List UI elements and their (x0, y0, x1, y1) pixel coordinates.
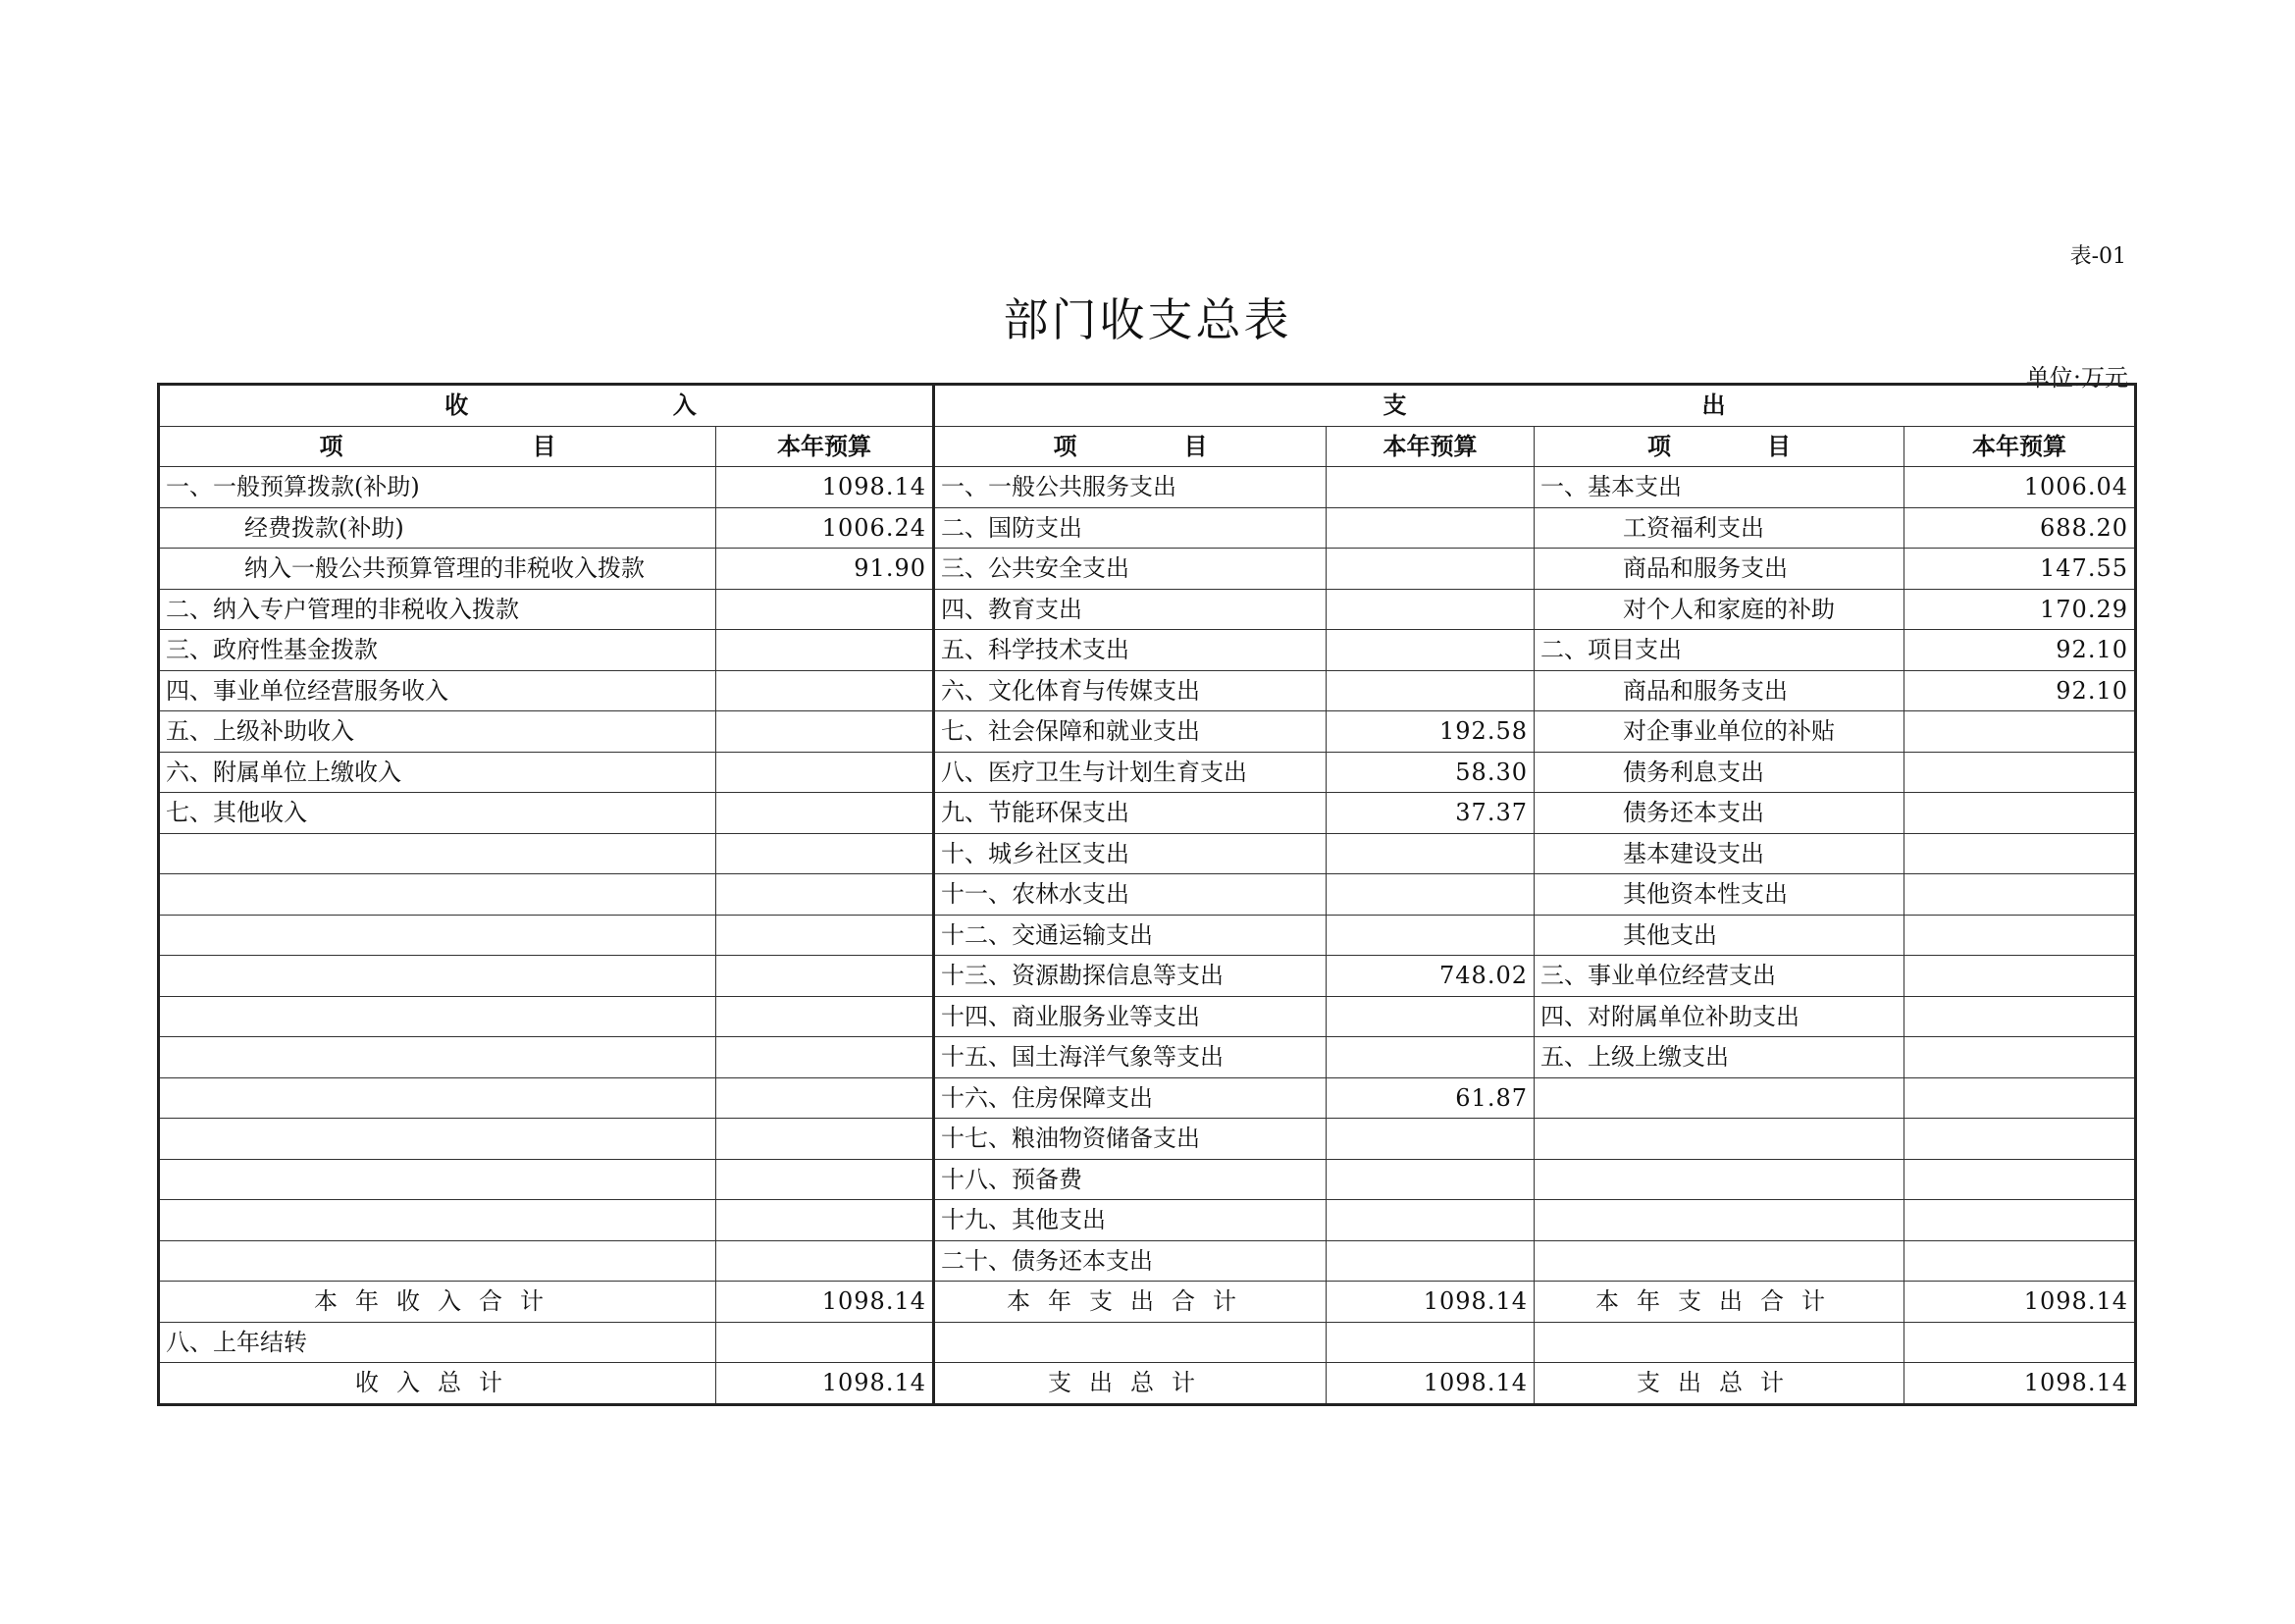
func-item-value (1327, 549, 1535, 590)
item-char-2: 目 (1767, 431, 1791, 460)
econ-item-label: 三、事业单位经营支出 (1535, 956, 1904, 997)
func-item-value (1327, 1119, 1535, 1160)
income-item-value (716, 1077, 934, 1119)
func-item-label: 二十、债务还本支出 (934, 1240, 1327, 1282)
table-row (159, 793, 2136, 834)
econ-item-label: 四、对附属单位补助支出 (1535, 996, 1904, 1037)
func-item-label: 十二、交通运输支出 (934, 915, 1327, 956)
func-item-value (1327, 1200, 1535, 1241)
income-grand-total-value: 1098.14 (716, 1363, 934, 1405)
func-item-value (1327, 915, 1535, 956)
income-item-value: 1098.14 (716, 467, 934, 508)
income-item-label (159, 915, 716, 956)
table-row (159, 589, 2136, 630)
income-item-label: 四、事业单位经营服务收入 (159, 670, 716, 711)
econ-item-value: 92.10 (1904, 670, 2136, 711)
func-item-label: 十九、其他支出 (934, 1200, 1327, 1241)
income-item-value (716, 833, 934, 874)
econ-item-label (1535, 1159, 1904, 1200)
income-year-total-label: 本年收入合计 (159, 1282, 716, 1323)
econ-item-label: 其他支出 (1535, 915, 1904, 956)
table-row (159, 752, 2136, 793)
econ-item-label: 对企事业单位的补贴 (1535, 711, 1904, 753)
func-item-label: 七、社会保障和就业支出 (934, 711, 1327, 753)
econ-item-value: 92.10 (1904, 630, 2136, 671)
econ-grand-total-label: 支出总计 (1535, 1363, 1904, 1405)
table-row (159, 670, 2136, 711)
func-item-value: 748.02 (1327, 956, 1535, 997)
expense-group-header (934, 385, 2136, 427)
carryover-value (716, 1322, 934, 1363)
table-row (159, 833, 2136, 874)
econ-year-total-value: 1098.14 (1904, 1282, 2136, 1323)
func-grand-total-value: 1098.14 (1327, 1363, 1535, 1405)
income-item-value (716, 670, 934, 711)
table-code: 表-01 (2069, 244, 2126, 269)
func-item-label: 五、科学技术支出 (934, 630, 1327, 671)
econ-item-label: 二、项目支出 (1535, 630, 1904, 671)
func-item-label: 六、文化体育与传媒支出 (934, 670, 1327, 711)
func-item-label: 九、节能环保支出 (934, 793, 1327, 834)
income-item-label: 二、纳入专户管理的非税收入拨款 (159, 589, 716, 630)
econ-item-label: 一、基本支出 (1535, 467, 1904, 508)
table-row (159, 956, 2136, 997)
func-grand-total-label: 支出总计 (934, 1363, 1327, 1405)
econ-item-value: 170.29 (1904, 589, 2136, 630)
income-group-char-2: 入 (672, 391, 697, 420)
table-row (159, 1119, 2136, 1160)
income-item-label (159, 1037, 716, 1078)
income-item-value (716, 630, 934, 671)
income-item-label (159, 1119, 716, 1160)
item-char-2: 目 (1183, 431, 1208, 460)
income-item-label (159, 1200, 716, 1241)
econ-item-label (1535, 1077, 1904, 1119)
econ-item-value: 1006.04 (1904, 467, 2136, 508)
econ-item-value (1904, 1037, 2136, 1078)
func-item-value (1327, 996, 1535, 1037)
empty-cell (1904, 1322, 2136, 1363)
table-row (159, 1159, 2136, 1200)
func-item-value (1327, 874, 1535, 916)
table-row (159, 1200, 2136, 1241)
func-item-label: 十四、商业服务业等支出 (934, 996, 1327, 1037)
income-item-label: 五、上级补助收入 (159, 711, 716, 753)
func-item-value (1327, 1159, 1535, 1200)
func-item-value: 192.58 (1327, 711, 1535, 753)
func-item-value (1327, 1240, 1535, 1282)
income-item-value (716, 1119, 934, 1160)
func-item-label: 十七、粮油物资储备支出 (934, 1119, 1327, 1160)
table-row (159, 630, 2136, 671)
econ-item-label: 债务还本支出 (1535, 793, 1904, 834)
econ-item-label: 商品和服务支出 (1535, 670, 1904, 711)
func-item-value (1327, 670, 1535, 711)
income-item-label: 一、一般预算拨款(补助) (159, 467, 716, 508)
income-item-label: 三、政府性基金拨款 (159, 630, 716, 671)
func-item-header (934, 426, 1327, 467)
income-item-label: 经费拨款(补助) (159, 507, 716, 549)
econ-item-value (1904, 996, 2136, 1037)
econ-item-label (1535, 1200, 1904, 1241)
econ-item-value: 688.20 (1904, 507, 2136, 549)
income-item-label: 六、附属单位上缴收入 (159, 752, 716, 793)
table-row (159, 1037, 2136, 1078)
econ-item-value (1904, 711, 2136, 753)
income-item-value (716, 956, 934, 997)
func-item-label: 二、国防支出 (934, 507, 1327, 549)
income-item-label (159, 1240, 716, 1282)
income-year-total-value: 1098.14 (716, 1282, 934, 1323)
econ-item-label (1535, 1240, 1904, 1282)
income-item-value (716, 711, 934, 753)
econ-item-value (1904, 752, 2136, 793)
econ-item-value (1904, 793, 2136, 834)
income-grand-total-label: 收入总计 (159, 1363, 716, 1405)
income-group-header (159, 385, 934, 427)
func-item-label: 八、医疗卫生与计划生育支出 (934, 752, 1327, 793)
income-item-value (716, 1159, 934, 1200)
table-row (159, 507, 2136, 549)
func-item-value (1327, 589, 1535, 630)
func-item-label: 十、城乡社区支出 (934, 833, 1327, 874)
func-item-value (1327, 630, 1535, 671)
func-item-label: 十五、国土海洋气象等支出 (934, 1037, 1327, 1078)
income-item-value: 91.90 (716, 549, 934, 590)
func-item-label: 十八、预备费 (934, 1159, 1327, 1200)
econ-item-label: 五、上级上缴支出 (1535, 1037, 1904, 1078)
income-item-value (716, 1037, 934, 1078)
empty-cell (1327, 1322, 1535, 1363)
econ-item-value (1904, 1077, 2136, 1119)
func-item-value (1327, 467, 1535, 508)
func-item-label: 三、公共安全支出 (934, 549, 1327, 590)
income-item-label (159, 833, 716, 874)
econ-item-label: 其他资本性支出 (1535, 874, 1904, 916)
income-item-value (716, 1240, 934, 1282)
empty-cell (1535, 1322, 1904, 1363)
econ-item-value (1904, 915, 2136, 956)
expense-group-char-1: 支 (1382, 391, 1407, 420)
table-body (159, 467, 2136, 1282)
income-item-value (716, 589, 934, 630)
table-row (159, 996, 2136, 1037)
econ-item-label: 对个人和家庭的补助 (1535, 589, 1904, 630)
func-item-value (1327, 507, 1535, 549)
budget-summary-table (157, 383, 2137, 1406)
econ-item-value (1904, 1240, 2136, 1282)
expense-group-char-2: 出 (1701, 391, 1726, 420)
func-item-value: 58.30 (1327, 752, 1535, 793)
income-item-label: 七、其他收入 (159, 793, 716, 834)
func-year-total-label: 本年支出合计 (934, 1282, 1327, 1323)
table-row (159, 549, 2136, 590)
econ-item-label: 债务利息支出 (1535, 752, 1904, 793)
table-row (159, 1240, 2136, 1282)
income-item-label (159, 1077, 716, 1119)
income-item-value (716, 752, 934, 793)
func-item-label: 一、一般公共服务支出 (934, 467, 1327, 508)
func-item-value (1327, 833, 1535, 874)
func-item-label: 四、教育支出 (934, 589, 1327, 630)
carryover-label: 八、上年结转 (159, 1322, 716, 1363)
func-item-value: 61.87 (1327, 1077, 1535, 1119)
table-row (159, 1077, 2136, 1119)
func-budget-header: 本年预算 (1327, 426, 1535, 467)
econ-item-value (1904, 956, 2136, 997)
item-char-2: 目 (532, 431, 556, 460)
econ-year-total-label: 本年支出合计 (1535, 1282, 1904, 1323)
income-item-label (159, 956, 716, 997)
func-item-label: 十六、住房保障支出 (934, 1077, 1327, 1119)
econ-item-label: 基本建设支出 (1535, 833, 1904, 874)
income-item-header (159, 426, 716, 467)
econ-grand-total-value: 1098.14 (1904, 1363, 2136, 1405)
table-row (159, 467, 2136, 508)
econ-item-header (1535, 426, 1904, 467)
func-item-value: 37.37 (1327, 793, 1535, 834)
item-char-1: 项 (319, 431, 343, 460)
income-item-value (716, 1200, 934, 1241)
income-item-label (159, 996, 716, 1037)
econ-item-label: 商品和服务支出 (1535, 549, 1904, 590)
econ-item-value (1904, 833, 2136, 874)
table-row (159, 711, 2136, 753)
income-budget-header: 本年预算 (716, 426, 934, 467)
income-item-label (159, 874, 716, 916)
econ-item-value (1904, 1119, 2136, 1160)
income-item-label: 纳入一般公共预算管理的非税收入拨款 (159, 549, 716, 590)
func-year-total-value: 1098.14 (1327, 1282, 1535, 1323)
func-item-label: 十一、农林水支出 (934, 874, 1327, 916)
income-item-value (716, 793, 934, 834)
econ-item-value (1904, 1159, 2136, 1200)
econ-item-value: 147.55 (1904, 549, 2136, 590)
income-item-value (716, 874, 934, 916)
income-item-label (159, 1159, 716, 1200)
econ-item-label (1535, 1119, 1904, 1160)
page-title: 部门收支总表 (1003, 293, 1292, 346)
func-item-value (1327, 1037, 1535, 1078)
econ-item-label: 工资福利支出 (1535, 507, 1904, 549)
empty-cell (934, 1322, 1327, 1363)
func-item-label: 十三、资源勘探信息等支出 (934, 956, 1327, 997)
econ-item-value (1904, 874, 2136, 916)
income-group-char-1: 收 (444, 391, 469, 420)
income-item-value (716, 915, 934, 956)
income-item-value (716, 996, 934, 1037)
income-item-value: 1006.24 (716, 507, 934, 549)
econ-budget-header: 本年预算 (1904, 426, 2136, 467)
item-char-1: 项 (1647, 431, 1671, 460)
unit-label: 单位:万元 (2025, 364, 2128, 392)
table-row (159, 915, 2136, 956)
item-char-1: 项 (1053, 431, 1077, 460)
econ-item-value (1904, 1200, 2136, 1241)
table-row (159, 874, 2136, 916)
